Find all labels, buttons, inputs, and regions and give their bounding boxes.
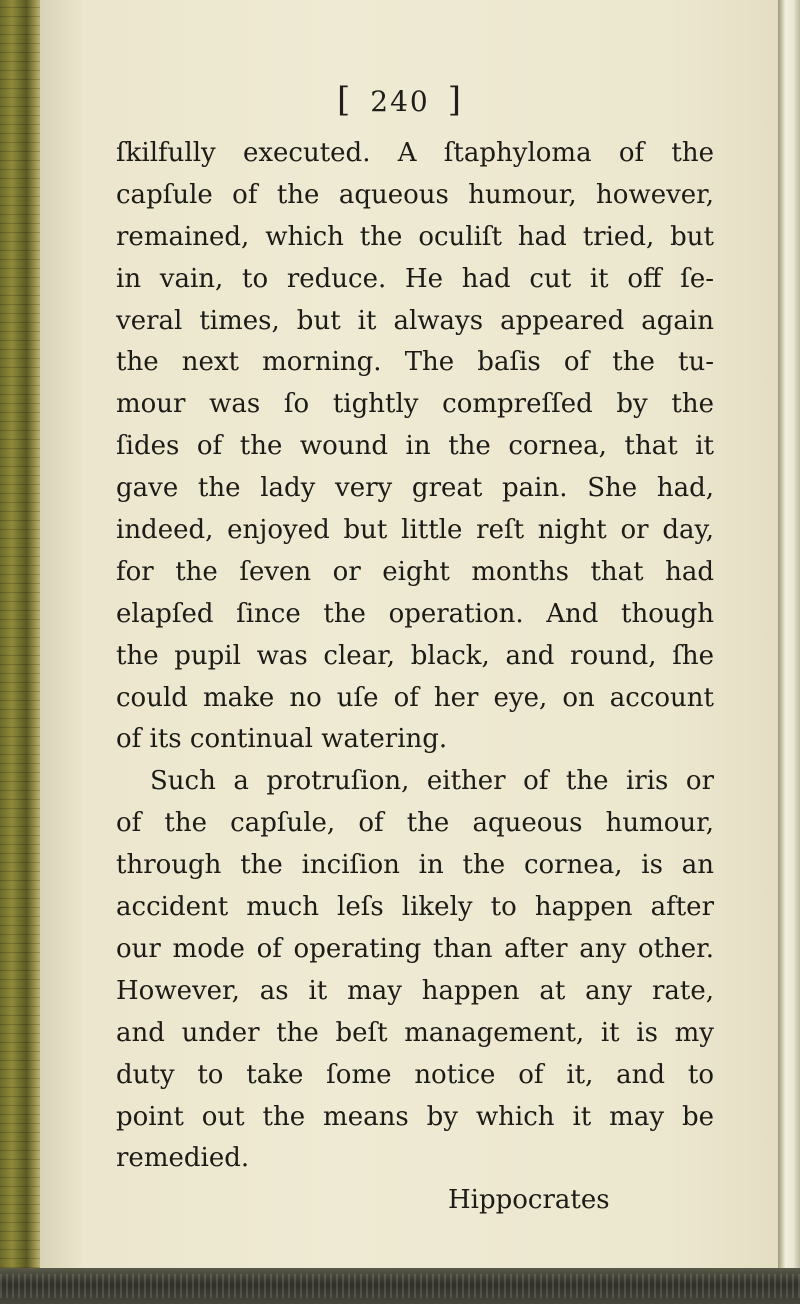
text-line: remedied. [116,1143,250,1174]
text-line: ſides of the wound in the cornea, that it [116,431,714,462]
text-line: of the capſule, of the aqueous humour, [116,808,714,839]
text-line: However, as it may happen at any rate, [116,975,714,1006]
text-line: the pupil was clear, black, and round, ſhe [116,640,714,671]
text-line: remained, which the oculiſt had tried, but [116,221,714,252]
text-line: through the inciſion in the cornea, is an [116,850,714,881]
page-number: 240 [370,85,430,118]
text-line: elapſed ſince the operation. And though [116,598,714,629]
paragraph-first-line: Such a protruſion, either of the iris or [150,766,714,797]
text-line: of its continual watering. [116,724,448,755]
page-fore-edge [778,0,800,1304]
text-line: gave the lady very great pain. She had, [116,473,714,504]
text-line: point out the means by which it may be [116,1101,714,1132]
text-line: accident much leſs likely to happen after [116,892,714,923]
text-line: veral times, but it always appeared again [116,305,714,336]
text-line: the next morning. The baſis of the tu- [116,347,714,378]
bracket-close: ] [447,80,463,120]
text-line: and under the beſt management, it is my [116,1017,714,1048]
body-text [116,133,714,1222]
text-line: our mode of operating than after any other. [116,933,714,964]
text-line: capſule of the aqueous humour, however, [116,179,714,210]
bracket-open: [ [337,80,353,120]
text-line: could make no uſe of her eye, on account [116,682,714,713]
text-line: duty to take ſome notice of it, and to [116,1059,714,1090]
text-line: in vain, to reduce. He had cut it off ſe- [116,263,714,294]
text-line: mour was ſo tightly compreſſed by the [116,389,714,420]
text-line: ſkilfully executed. A ſtaphyloma of the [116,138,714,168]
text-line: indeed, enjoyed but little reſt night or day, [116,515,714,546]
catchword: Hippocrates [448,1185,610,1216]
page-header [0,80,800,120]
text-line: for the ſeven or eight months that had [116,556,714,587]
page-bottom-edge [0,1268,800,1304]
